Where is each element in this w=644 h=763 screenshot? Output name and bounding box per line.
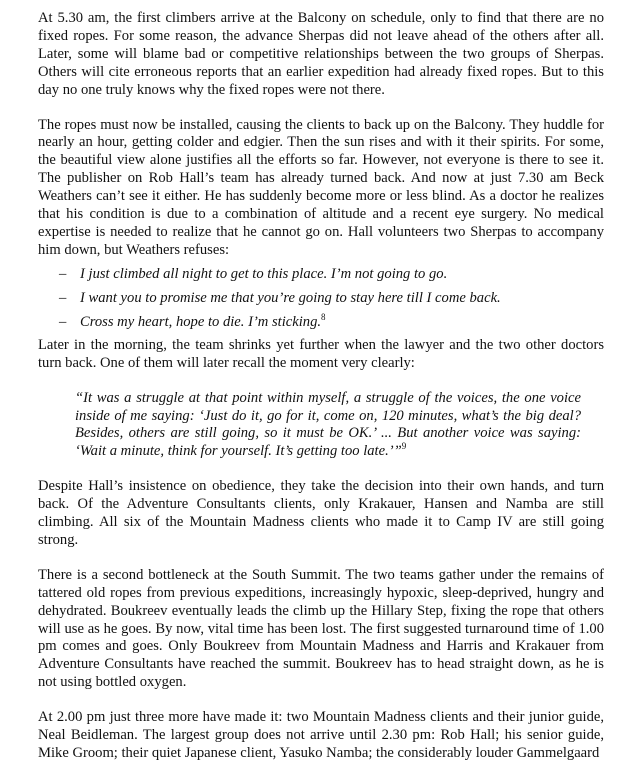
dash-bullet: – <box>59 313 67 330</box>
document-page <box>38 10 604 763</box>
block-quote <box>38 390 604 462</box>
footnote-ref: 9 <box>401 441 407 452</box>
dialog-text: I want you to promise me that you’re going to stay here till I come back. <box>80 289 501 306</box>
paragraph-south-summit: There is a second bottleneck at the South Summit. The two teams gather under the remains of tattered old ropes from previous expeditions, increasingly hypoxic, sleep-deprived, hungry and dehydrated. Boukreev eventually leads the climb up the Hillary Step, fixing the rope that others will use as he goes. By now, vital time has been lost. The first suggested turnaround time of 1.00 pm comes and goes. Only Boukreev from Mountain Madness and Harris and Krakauer from Adventure Consultants have reached the summit. Boukreev has to head straight down, as he is not using bottled oxygen. <box>38 566 604 691</box>
dialog-line <box>38 265 604 289</box>
dialog-line <box>38 289 604 313</box>
footnote-ref: 8 <box>321 311 326 322</box>
dash-bullet: – <box>59 289 67 306</box>
paragraph-summit-arrivals: At 2.00 pm just three more have made it: two Mountain Madness clients and their junior guide, Neal Beidleman. The largest group does not arrive until 2.30 pm: Rob Hall; his senior guide, Mike Groom; their quiet Japanese client, Yasuko Namba; the considerably louder Gammelgaard <box>38 709 604 761</box>
dialog-text: Cross my heart, hope to die. I’m sticking. <box>80 313 322 330</box>
quote-text: “It was a struggle at that point within myself, a struggle of the voices, the one voice inside of me saying: ‘Just do it, go for it, come on, 120 minutes, what’s the big deal? Besides, others are still going, so it must be OK.’ ... But another voice was saying: ‘Wait a minute, think for yourself. It’s getting too late.’” <box>75 389 581 460</box>
dialog-line <box>38 313 604 337</box>
dash-bullet: – <box>59 265 67 282</box>
paragraph-team-shrinks: Later in the morning, the team shrinks yet further when the lawyer and the two other doctors turn back. One of them will later recall the moment very clearly: <box>38 336 604 371</box>
paragraph-turn-back: Despite Hall’s insistence on obedience, they take the decision into their own hands, and turn back. Of the Adventure Consultants clients, only Krakauer, Hansen and Namba are still climbing. All six of the Mountain Madness clients who made it to Camp IV are still going strong. <box>38 478 604 548</box>
paragraph-ropes-installed: The ropes must now be installed, causing the clients to back up on the Balcony. They huddle for nearly an hour, getting colder and edgier. Then the sun rises and with it their spirits. For some, the beautiful view alone justifies all the efforts so far. However, not everyone is there to see it. The publisher on Rob Hall’s team has already turned back. And now at just 7.30 am Beck Weathers can’t see it either. He has suddenly become more or less blind. As a doctor he realizes that his condition is due to a combination of altitude and a recent eye surgery. No medical expertise is needed to realize that he cannot go on. Hall volunteers two Sherpas to accompany him down, but Weathers refuses: <box>38 116 604 258</box>
dialog-list <box>38 265 604 337</box>
paragraph-balcony-arrival: At 5.30 am, the first climbers arrive at the Balcony on schedule, only to find that there are no fixed ropes. For some reason, the advance Sherpas did not leave ahead of the others after all. Later, some will blame bad or competitive relationships between the two groups of Sherpas. Others will cite erroneous reports that an earlier expedition had already fixed ropes. But to this day no one truly knows why the fixed ropes were not there. <box>38 10 604 98</box>
dialog-text: I just climbed all night to get to this place. I’m not going to go. <box>80 265 448 282</box>
